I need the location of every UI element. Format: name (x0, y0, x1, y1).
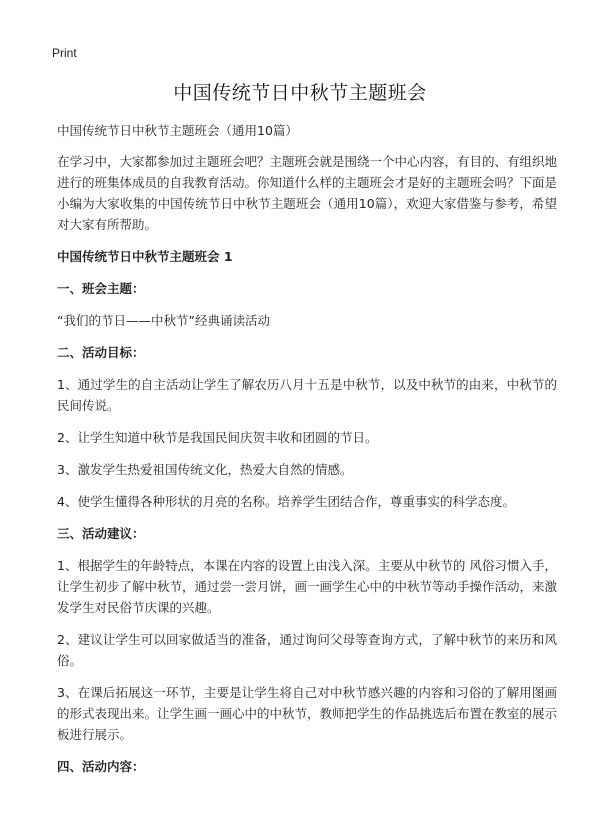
goal-item: 4、使学生懂得各种形状的月亮的名称。培养学生团结合作，尊重事实的科学态度。 (57, 494, 515, 509)
goal-item: 1、通过学生的自主活动让学生了解农历八月十五是中秋节，以及中秋节的由来，中秋节的民间传说。 (57, 377, 557, 413)
page-title: 中国传统节日中秋节主题班会 (173, 82, 427, 104)
article-heading: 中国传统节日中秋节主题班会 1 (57, 249, 233, 264)
print-label: Print (52, 46, 77, 60)
suggestion-item: 3、在课后拓展这一环节，主要是让学生将自己对中秋节感兴趣的内容和习俗的了解用图画的形式表现出来。让学生画一画心中的中秋节，教师把学生的作品挑选后布置在教室的展示板进行展示。 (57, 685, 558, 742)
goal-item: 2、让学生知道中秋节是我国民间庆贺丰收和团圆的节日。 (57, 430, 378, 445)
document-body (57, 120, 557, 777)
suggestion-item: 2、建议让学生可以回家做适当的准备，通过询问父母等查询方式，了解中秋节的来历和风俗。 (57, 632, 557, 668)
section-heading-goals: 二、活动目标： (57, 345, 145, 360)
subtitle: 中国传统节日中秋节主题班会（通用10篇） (57, 123, 298, 138)
section-heading-content: 四、活动内容： (57, 759, 145, 774)
theme-text: “我们的节日——中秋节”经典诵读活动 (57, 313, 270, 328)
intro-paragraph: 在学习中，大家都参加过主题班会吧？主题班会就是围绕一个中心内容，有目的、有组织地进行的班集体成员的自我教育活动。你知道什么样的主题班会才是好的主题班会吗？下面是小编为大家收集的中国传统节日中秋节主题班会（通用10篇），欢迎大家借鉴与参考，希望对大家有所帮助。 (57, 154, 558, 232)
suggestion-item: 1、根据学生的年龄特点，本课在内容的设置上由浅入深。主要从中秋节的 风俗习惯入手，让学生初步了解中秋节，通过尝一尝月饼，画一画学生心中的中秋节等动手操作活动，来激发学生对民俗节庆课的兴趣。 (57, 558, 558, 615)
section-heading-theme: 一、班会主题： (57, 281, 145, 296)
goal-item: 3、激发学生热爱祖国传统文化，热爱大自然的情感。 (57, 462, 353, 477)
section-heading-suggestions: 三、活动建议： (57, 526, 145, 541)
